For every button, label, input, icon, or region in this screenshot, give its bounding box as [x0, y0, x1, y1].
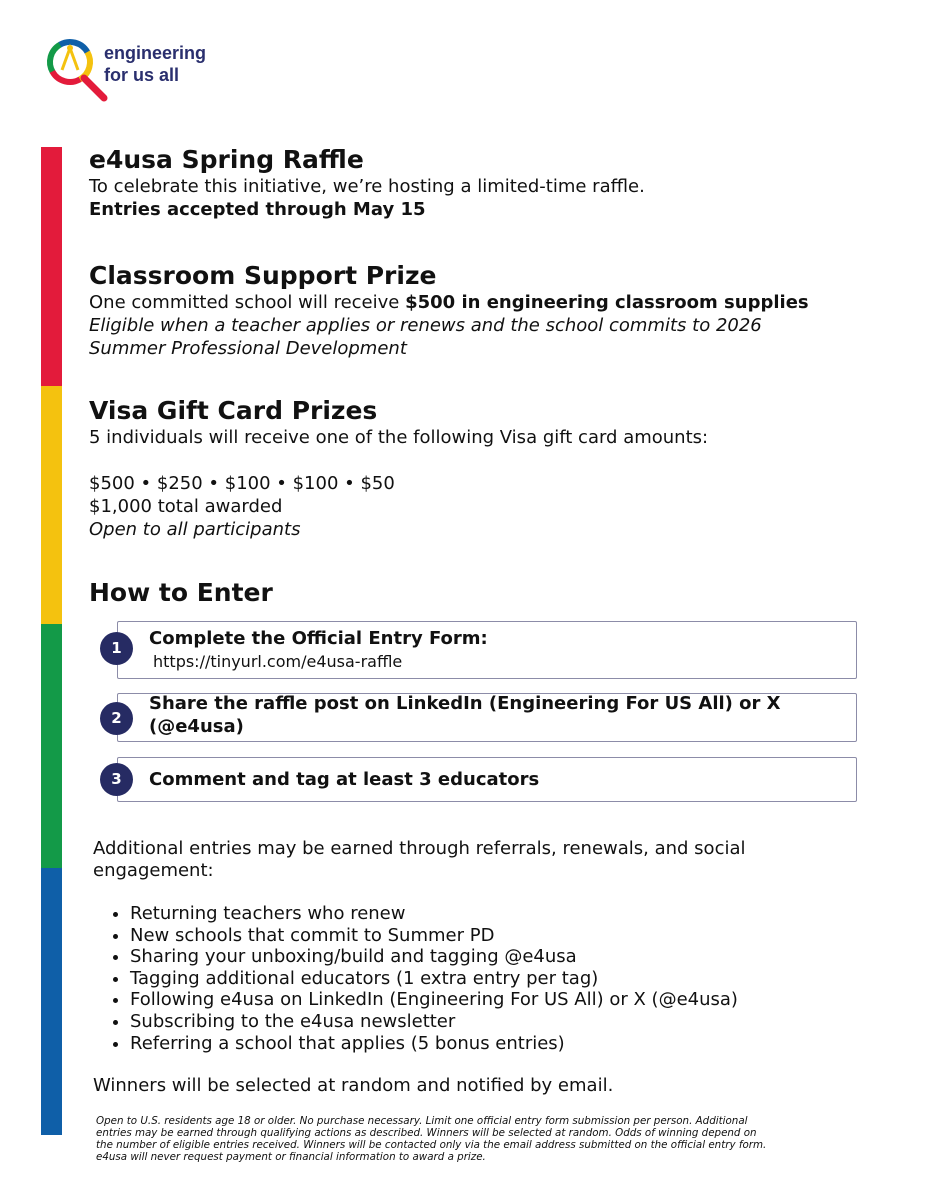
how-to-enter-title: How to Enter — [89, 578, 273, 607]
additional-intro-line-1: Additional entries may be earned through referrals, renewals, and social — [93, 838, 746, 859]
classroom-eligibility-2: Summer Professional Development — [89, 338, 407, 359]
winners-note: Winners will be selected at random and notified by email. — [93, 1075, 614, 1096]
list-item: • Tagging additional educators (1 extra entry per tag) — [130, 968, 738, 990]
visa-prizes-total: $1,000 total awarded — [89, 496, 283, 517]
color-stripe-green — [41, 624, 62, 868]
step-title-2-line-1: Share the raffle post on LinkedIn (Engineering For US All) or X — [149, 693, 781, 714]
list-item: • Sharing your unboxing/build and tagging @e4usa — [130, 946, 738, 968]
color-stripe-yellow — [41, 386, 62, 624]
entry-form-link[interactable]: https://tinyurl.com/e4usa-raffle — [153, 652, 403, 671]
visa-prizes-note: Open to all participants — [89, 519, 301, 540]
color-stripe-blue — [41, 868, 62, 1135]
logo-line-1: engineering — [104, 43, 207, 63]
visa-prizes-title: Visa Gift Card Prizes — [89, 396, 378, 425]
legal-line-4: e4usa will never request payment or financial information to award a prize. — [96, 1151, 486, 1163]
list-item: • New schools that commit to Summer PD — [130, 925, 738, 947]
classroom-prize-line — [89, 291, 889, 314]
logo-wordmark — [104, 42, 206, 86]
legal-line-1: Open to U.S. residents age 18 or older. No purchase necessary. Limit one official entry form submission per person. Additional — [96, 1115, 748, 1127]
step-title-2-line-2: (@e4usa) — [149, 716, 244, 737]
visa-prizes-amounts: $500 • $250 • $100 • $100 • $50 — [89, 473, 395, 494]
step-number-1: 1 — [100, 632, 133, 665]
visa-prizes-section — [89, 396, 889, 541]
list-item: • Returning teachers who renew — [130, 903, 738, 925]
additional-entries-list — [93, 903, 738, 1054]
classroom-prize-prefix: One committed school will receive — [89, 292, 406, 313]
raffle-title: e4usa Spring Raffle — [89, 145, 364, 174]
magnifier-compass-icon — [42, 36, 112, 106]
list-item: • Referring a school that applies (5 bonus entries) — [130, 1033, 738, 1055]
classroom-prize-amount: $500 in engineering classroom supplies — [405, 292, 809, 313]
classroom-eligibility-1: Eligible when a teacher applies or renews and the school commits to 2026 — [89, 315, 762, 336]
how-to-enter-section — [89, 578, 889, 608]
step-title-3: Comment and tag at least 3 educators — [149, 769, 540, 790]
legal-line-3: the number of eligible entries received. Winners will be contacted only via the email address submitted on the official entry form. — [96, 1139, 767, 1151]
step-number-3: 3 — [100, 763, 133, 796]
list-item: • Following e4usa on LinkedIn (Engineering For US All) or X (@e4usa) — [130, 989, 738, 1011]
list-item: • Subscribing to the e4usa newsletter — [130, 1011, 738, 1033]
logo — [42, 36, 242, 106]
legal-disclaimer — [96, 1115, 886, 1163]
step-number-2: 2 — [100, 702, 133, 735]
color-stripe-red — [41, 147, 62, 386]
raffle-intro: To celebrate this initiative, we’re hosting a limited-time raffle. — [89, 176, 645, 197]
step-title-1: Complete the Official Entry Form: — [149, 628, 488, 649]
visa-prizes-intro: 5 individuals will receive one of the following Visa gift card amounts: — [89, 427, 709, 448]
legal-line-2: entries may be earned through qualifying actions as described. Winners will be selected at random. Odds of winning depend on — [96, 1127, 757, 1139]
additional-intro-line-2: engagement: — [93, 860, 214, 881]
classroom-prize-section — [89, 261, 889, 360]
raffle-deadline: Entries accepted through May 15 — [89, 199, 426, 220]
classroom-prize-title: Classroom Support Prize — [89, 261, 437, 290]
raffle-section — [89, 145, 889, 221]
additional-entries-intro — [93, 838, 853, 882]
logo-line-2: for us all — [104, 65, 180, 85]
